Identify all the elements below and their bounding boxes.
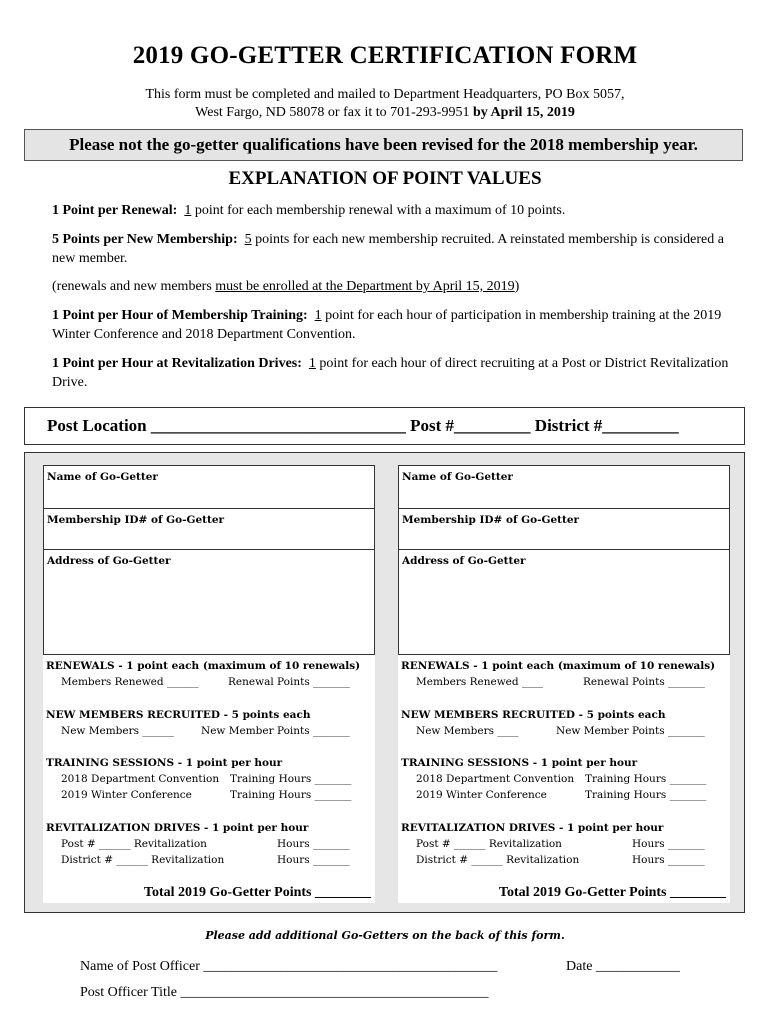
new-members-field[interactable]: New Members ____: [416, 725, 519, 737]
revitalization-text: point for each hour of direct recruiting at a Post or District Revitalization Drive.: [52, 356, 729, 390]
address-label: Address of Go-Getter: [402, 555, 526, 567]
winter-conference-label: 2019 Winter Conference: [416, 789, 547, 801]
post-location-field[interactable]: Post Location ______________________________ Post #_________ District #_________: [24, 407, 745, 445]
new-membership-explanation: [52, 230, 732, 268]
new-members-heading: NEW MEMBERS RECRUITED - 5 points each: [401, 709, 666, 721]
post-revitalization-hours-field[interactable]: Hours _______: [277, 838, 350, 850]
date-field[interactable]: Date ____________: [566, 959, 680, 974]
deadline: by April 15, 2019: [472, 105, 575, 120]
enrollment-note: [52, 277, 732, 296]
total-points-field[interactable]: Total 2019 Go-Getter Points ________: [143, 885, 371, 900]
new-members-field[interactable]: New Members ______: [61, 725, 174, 737]
convention-label: 2018 Department Convention: [416, 773, 575, 785]
renewal-points-field[interactable]: Renewal Points _______: [228, 676, 350, 688]
training-text: point for each hour of participation in membership training at the 2019 Winter Conference and 2018 Department Convention.: [52, 308, 722, 342]
training-num: 1: [314, 308, 322, 323]
training-heading: TRAINING SESSIONS - 1 point per hour: [401, 757, 638, 769]
new-membership-label: 5 Points per New Membership:: [52, 232, 238, 247]
new-members-heading: NEW MEMBERS RECRUITED - 5 points each: [46, 709, 311, 721]
training-heading: TRAINING SESSIONS - 1 point per hour: [46, 757, 283, 769]
new-membership-text: points for each new membership recruited. A reinstated membership is considered a new member.: [52, 232, 724, 266]
district-revitalization-field[interactable]: District # ______ Revitalization: [416, 854, 580, 866]
winter-hours-field[interactable]: Training Hours _______: [230, 789, 352, 801]
winter-conference-label: 2019 Winter Conference: [61, 789, 192, 801]
training-explanation: [52, 306, 732, 344]
members-renewed-field[interactable]: Members Renewed ______: [61, 676, 199, 688]
renewal-num: 1: [184, 203, 192, 218]
membership-id-label: Membership ID# of Go-Getter: [47, 514, 225, 526]
revitalization-explanation: [52, 354, 732, 392]
renewals-heading: RENEWALS - 1 point each (maximum of 10 renewals): [46, 660, 361, 672]
district-revitalization-hours-field[interactable]: Hours _______: [277, 854, 350, 866]
members-renewed-field[interactable]: Members Renewed ____: [416, 676, 543, 688]
renewals-section: [401, 658, 727, 690]
post-revitalization-field[interactable]: Post # ______ Revitalization: [416, 838, 562, 850]
post-officer-title-field[interactable]: Post Officer Title ____________________________________________: [80, 985, 489, 1000]
name-label: Name of Go-Getter: [402, 471, 513, 483]
renewals-heading: RENEWALS - 1 point each (maximum of 10 renewals): [401, 660, 716, 672]
address-field[interactable]: [43, 549, 375, 655]
district-revitalization-field[interactable]: District # ______ Revitalization: [61, 854, 225, 866]
membership-id-field[interactable]: [43, 508, 375, 550]
total-points-field[interactable]: Total 2019 Go-Getter Points ________: [498, 885, 726, 900]
revision-notice: Please not the go-getter qualifications have been revised for the 2018 membership year.: [24, 129, 743, 161]
revitalization-num: 1: [308, 356, 316, 371]
district-revitalization-hours-field[interactable]: Hours _______: [632, 854, 705, 866]
renewal-points-field[interactable]: Renewal Points _______: [583, 676, 705, 688]
revitalization-section: [46, 820, 372, 868]
new-member-points-field[interactable]: New Member Points _______: [556, 725, 705, 737]
membership-id-field[interactable]: [398, 508, 730, 550]
name-field[interactable]: [398, 465, 730, 509]
enroll-pre: (renewals and new members: [52, 279, 216, 294]
winter-hours-field[interactable]: Training Hours _______: [585, 789, 707, 801]
convention-hours-field[interactable]: Training Hours _______: [230, 773, 352, 785]
training-label: 1 Point per Hour of Membership Training:: [52, 308, 308, 323]
address-field[interactable]: [398, 549, 730, 655]
post-officer-name-field[interactable]: Name of Post Officer __________________________________________: [80, 959, 498, 974]
training-section: [46, 755, 372, 803]
name-field[interactable]: [43, 465, 375, 509]
revitalization-heading: REVITALIZATION DRIVES - 1 point per hour: [401, 822, 664, 834]
intro-line-1: This form must be completed and mailed to Department Headquarters, PO Box 5057,: [145, 87, 625, 102]
intro-text: [0, 86, 770, 122]
post-revitalization-hours-field[interactable]: Hours _______: [632, 838, 705, 850]
form-title: 2019 GO-GETTER CERTIFICATION FORM: [132, 42, 638, 69]
renewal-text: point for each membership renewal with a maximum of 10 points.: [191, 203, 566, 218]
enroll-deadline: must be enrolled at the Department by April 15, 2019: [215, 279, 515, 294]
revitalization-heading: REVITALIZATION DRIVES - 1 point per hour: [46, 822, 309, 834]
go-getter-card-2: [398, 465, 730, 903]
go-getter-card-1: [43, 465, 375, 903]
enroll-post: ): [514, 279, 520, 294]
membership-id-label: Membership ID# of Go-Getter: [402, 514, 580, 526]
convention-hours-field[interactable]: Training Hours _______: [585, 773, 707, 785]
training-section: [401, 755, 727, 803]
post-revitalization-field[interactable]: Post # ______ Revitalization: [61, 838, 207, 850]
back-of-form-note: Please add additional Go-Getters on the back of this form.: [205, 929, 565, 942]
revitalization-label: 1 Point per Hour at Revitalization Drives:: [52, 356, 302, 371]
revitalization-section: [401, 820, 727, 868]
explanation-heading: EXPLANATION OF POINT VALUES: [228, 168, 542, 189]
renewal-explanation: [52, 201, 732, 220]
go-getter-entries: [24, 452, 745, 913]
renewal-label: 1 Point per Renewal:: [52, 203, 178, 218]
new-members-section: [46, 707, 372, 739]
intro-line-2: [0, 104, 770, 122]
new-member-points-field[interactable]: New Member Points _______: [201, 725, 350, 737]
name-label: Name of Go-Getter: [47, 471, 158, 483]
new-membership-num: 5: [244, 232, 252, 247]
intro-line-2-text: West Fargo, ND 58078 or fax it to 701-293-9951: [195, 105, 473, 120]
new-members-section: [401, 707, 727, 739]
address-label: Address of Go-Getter: [47, 555, 171, 567]
renewals-section: [46, 658, 372, 690]
convention-label: 2018 Department Convention: [61, 773, 220, 785]
